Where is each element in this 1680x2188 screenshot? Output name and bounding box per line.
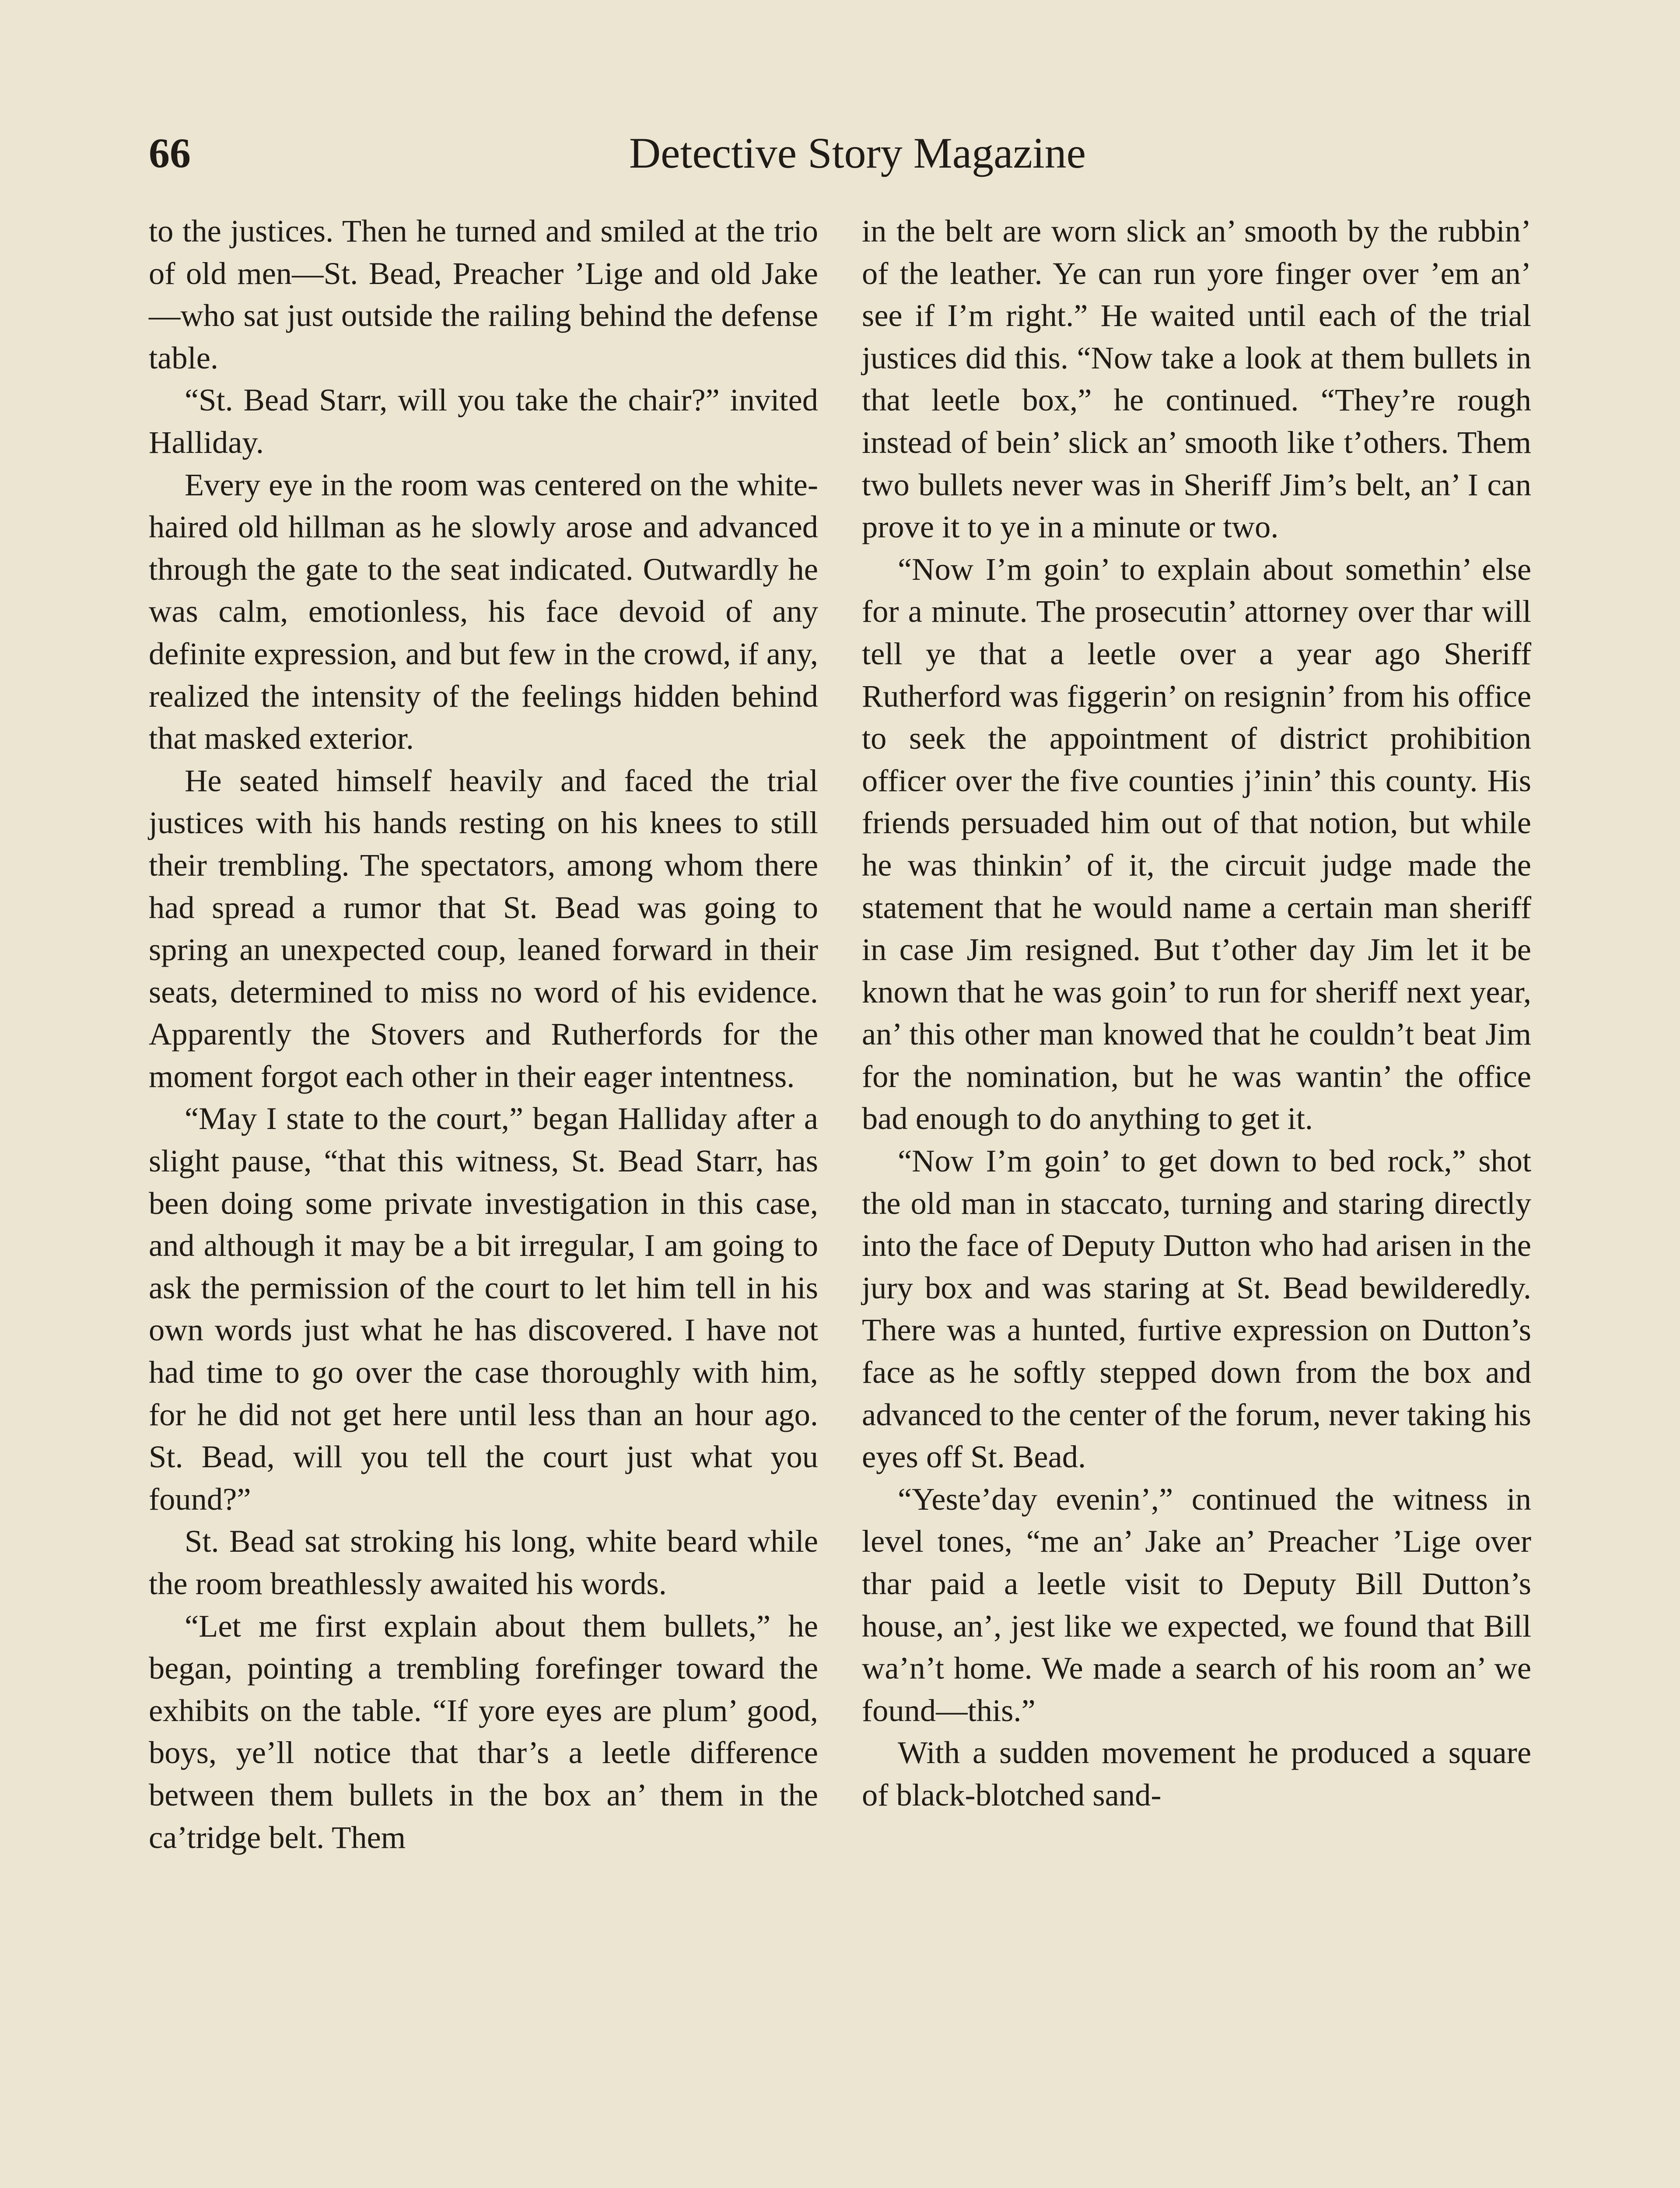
paragraph: “Now I’m goin’ to get down to bed rock,” shot the old man in staccato, turning and staring directly into the face of Deputy Dutton who had arisen in the jury box and was staring at St. Bead bewilderedly. There was a hunted, furtive expression on Dutton’s face as he softly stepped down from the box and advanced to the center of the forum, never taking his eyes off St. Bead. <box>862 1143 1531 1475</box>
left-column <box>149 210 818 2188</box>
paragraph: “Let me first explain about them bullets,” he began, pointing a trembling forefinger toward the exhibits on the table. “If yore eyes are plum’ good, boys, ye’ll notice that thar’s a leetle difference between them bullets in the box an’ them in the ca’tridge belt. Them <box>149 1608 818 1855</box>
paragraph: St. Bead sat stroking his long, white beard while the room breathlessly awaited his words. <box>149 1523 818 1601</box>
paragraph: in the belt are worn slick an’ smooth by the rubbin’ of the leather. Ye can run yore finger over ’em an’ see if I’m right.” He waited until each of the trial justices did this. “Now take a look at them bullets in that leetle box,” he continued. “They’re rough instead of bein’ slick an’ smooth like t’others. Them two bullets never was in Sheriff Jim’s belt, an’ I can prove it to ye in a minute or two. <box>862 213 1531 545</box>
paragraph: “Yeste’day evenin’,” continued the witness in level tones, “me an’ Jake an’ Preacher ’Lige over thar paid a leetle visit to Deputy Bill Dutton’s house, an’, jest like we expected, we found that Bill wa’n’t home. We made a search of his room an’ we found—this.” <box>862 1481 1531 1728</box>
paragraph: “St. Bead Starr, will you take the chair?” invited Halliday. <box>149 382 818 460</box>
paragraph: Every eye in the room was centered on the white-haired old hillman as he slowly arose and advanced through the gate to the seat indicated. Outwardly he was calm, emotionless, his face devoid of any definite expression, and but few in the crowd, if any, realized the intensity of the feelings hidden behind that masked exterior. <box>149 466 818 756</box>
paragraph: “May I state to the court,” began Halliday after a slight pause, “that this witness, St. Bead Starr, has been doing some private investigation in this case, and although it may be a bit irregular, I am going to ask the permission of the court to let him tell in his own words just what he has discovered. I have not had time to go over the case thoroughly with him, for he did not get here until less than an hour ago. St. Bead, will you tell the court just what you found?” <box>149 1101 818 1517</box>
paragraph: He seated himself heavily and faced the trial justices with his hands resting on his knees to still their trembling. The spectators, among whom there had spread a rumor that St. Bead was going to spring an unexpected coup, leaned forward in their seats, determined to miss no word of his evidence. Apparently the Stovers and Rutherfords for the moment forgot each other in their eager intentness. <box>149 762 818 1094</box>
magazine-title: Detective Story Magazine <box>629 129 1086 177</box>
page-number: 66 <box>149 130 191 176</box>
paragraph: “Now I’m goin’ to explain about somethin’ else for a minute. The prosecutin’ attorney over thar will tell ye that a leetle over a year ago Sheriff Rutherford was figgerin’ on resignin’ from his office to seek the appointment of district prohibition officer over the five counties j’inin’ this county. His friends persuaded him out of that notion, but while he was thinkin’ of it, the circuit judge made the statement that he would name a certain man sheriff in case Jim resigned. But t’other day Jim let it be known that he was goin’ to run for sheriff next year, an’ this other man knowed that he couldn’t beat Jim for the nomination, but he was wantin’ the office bad enough to do anything to get it. <box>862 551 1531 1136</box>
paragraph: With a sudden movement he produced a square of black-blotched sand- <box>862 1735 1531 1813</box>
paragraph: to the justices. Then he turned and smiled at the trio of old men—St. Bead, Preacher ’Lige and old Jake—who sat just outside the railing behind the defense table. <box>149 213 818 375</box>
right-column <box>862 210 1531 2188</box>
page-header <box>149 120 1540 186</box>
